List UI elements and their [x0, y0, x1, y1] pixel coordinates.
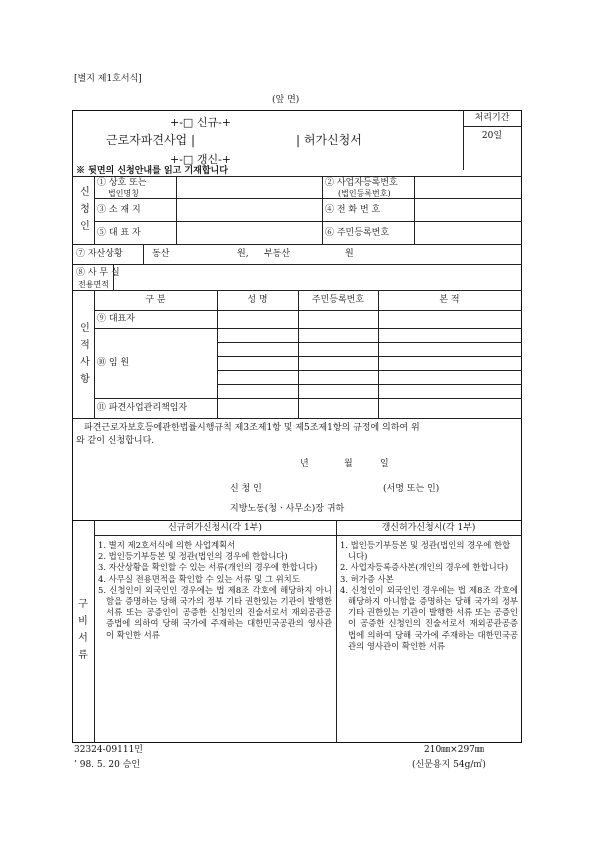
col-header-division: 구 분 [145, 295, 166, 305]
footer-code: 32324-09111민 [74, 745, 143, 755]
row-line [217, 342, 522, 343]
personnel-char: 적 [80, 340, 90, 351]
field-phone-label: ④ 전 화 번 호 [325, 205, 381, 215]
docs-new-header: 신규허가신청시(각 1부) [168, 523, 262, 533]
processing-box-divider [463, 126, 521, 127]
col-header-domicile: 본 적 [439, 295, 460, 305]
docs-renew-item: 1. 법인등기부등본 및 정관(법인의 경우에 한합니다) [340, 540, 511, 562]
row-dispatch-manager: ⑪ 파견사업관리책임자 [97, 403, 188, 413]
notice-text: ※ 뒷면의 신청안내를 읽고 기재합니다 [76, 166, 228, 176]
docs-renew-header: 갱신허가신청시(각 1부) [381, 523, 476, 533]
footer-paper: (신문용지 54g/㎡) [412, 760, 486, 770]
applicant-label [78, 184, 92, 235]
personnel-label [78, 320, 92, 388]
docs-char: 류 [78, 650, 88, 661]
personnel-char: 항 [80, 374, 90, 385]
docs-new-item: 1. 별지 제2호서식에 의한 사업계획서 [98, 540, 236, 550]
statement-line-1: 파견근로자보호등에관한법률시행규칙 제3조제1항 및 제5조제1항의 규정에 의하여 위 [84, 423, 420, 433]
col-line [94, 176, 95, 244]
processing-period-label: 처리기간 [474, 113, 510, 123]
date-year: 년 [300, 459, 309, 469]
title-new-option: +-□ 신규-+ [170, 116, 232, 129]
col-line [143, 244, 144, 264]
docs-char: 서 [78, 633, 88, 644]
row-ceo: ⑨ 대표자 [97, 314, 135, 324]
statement-line-2: 와 같이 신청합니다. [76, 436, 155, 446]
docs-new-item: 3. 자산상황을 확인할 수 있는 서류(개인의 경우에 한합니다) [98, 562, 318, 573]
row-line [94, 535, 522, 536]
field-ceo-label: ⑤ 대 표 자 [97, 228, 141, 238]
row-officers: ⑩ 임 원 [97, 358, 130, 368]
docs-char: 구 [78, 599, 88, 610]
frame-right [521, 110, 522, 742]
footer-approved: ’ 98. 5. 20 승인 [74, 760, 141, 770]
col-line [176, 176, 177, 244]
applicant-sign-label: 신 청 인 [230, 484, 262, 494]
docs-char: 비 [78, 616, 88, 627]
assets-won-2: 원 [345, 249, 354, 259]
frame-bottom [72, 742, 522, 743]
col-header-rrn: 주민등록번호 [311, 295, 365, 305]
docs-renew-list [340, 540, 518, 652]
applicant-sign-field: (서명 또는 인) [383, 484, 440, 494]
field-company-name-label: ① 상호 또는 [97, 178, 147, 188]
field-address-label: ③ 소 재 지 [97, 205, 141, 215]
assets-label: ⑦ 자산상황 [76, 249, 123, 259]
docs-renew-item: 4. 신청인이 외국인인 경우에는 법 제8조 각호에 해당하지 아니함을 증명하는 당해 국가의 정부 기타 권한있는 기관이 발행한 서류 또는 공증인이 공증한 신청인의 진술서로서 재외공관공증법에 의하여 당해 국가에 주재하는 대한민국공관의 영사관이 확인한 서류 [340, 584, 518, 651]
docs-top-line [72, 520, 522, 521]
field-biz-reg-sub: (법인등록번호) [338, 189, 391, 198]
col-line [322, 176, 323, 244]
col-header-name: 성 명 [247, 295, 268, 305]
docs-renew-item: 3. 허가증 사본 [340, 573, 394, 584]
docs-renew-item: 2. 사업자등록증사본(개인의 경우에 한합니다) [340, 562, 509, 573]
row-line [94, 328, 522, 329]
form-id: [별지 제1호서식] [74, 74, 142, 84]
recipient: 지방노동(청ㆍ사무소)장 귀하 [230, 504, 345, 514]
row-line [94, 310, 522, 311]
date-month: 월 [344, 459, 353, 469]
row-line [217, 384, 522, 385]
col-line [94, 520, 95, 742]
row-line [94, 198, 522, 199]
front-side-label: (앞 면) [272, 95, 300, 105]
field-biz-reg-label: ② 사업자등록번호 [325, 178, 398, 188]
applicant-char: 인 [80, 221, 90, 232]
footer-size: 210㎜×297㎜ [424, 745, 484, 755]
applicant-char: 신 [80, 187, 90, 198]
row-line [217, 356, 522, 357]
office-sub: 전용면적 [78, 280, 109, 289]
row-line [94, 221, 522, 222]
docs-new-item: 4. 사무실 전용면적을 확인할 수 있는 서류 및 그 위치도 [98, 573, 300, 584]
row-line [72, 290, 522, 291]
docs-new-item: 2. 법인등기부등본 및 정관(법인의 경우에 한합니다) [98, 551, 288, 562]
personnel-char: 사 [80, 357, 90, 368]
assets-movable: 동산 [152, 249, 170, 259]
field-company-name-sub: 법인명칭 [108, 189, 139, 198]
office-label: ⑧ 사 무 실 [76, 268, 120, 278]
col-line [336, 520, 337, 742]
docs-new-item: 5. 신청인이 외국인인 경우에는 법 제8조 각호에 해당하지 아니함을 증명하는 당해 국가의 정부 기타 권한있는 기관이 발행한 서류 또는 공증인이 공증한 신청인의 진술서로서 재외공관공증법에 의하여 당해 국가에 주재하는 대한민국공관의 영사관이 확인한 서류 [98, 584, 332, 640]
assets-immovable: 부동산 [264, 249, 291, 259]
title-main-left: 근로자파견사업 | [106, 133, 196, 147]
personnel-char: 인 [80, 323, 90, 334]
frame-left [72, 110, 73, 742]
col-line [414, 176, 415, 244]
row-line [217, 370, 522, 371]
date-day: 일 [380, 459, 389, 469]
row-line [72, 264, 522, 265]
processing-period-value: 20일 [481, 131, 503, 141]
docs-label [76, 596, 90, 664]
applicant-char: 청 [80, 204, 90, 215]
row-line [72, 244, 522, 245]
title-main-right: | 허가신청서 [296, 133, 362, 147]
field-rrn-label: ⑥ 주민등록번호 [325, 228, 390, 238]
row-line [72, 176, 522, 177]
row-line [94, 398, 522, 399]
docs-new-list [98, 540, 332, 641]
frame-top [72, 110, 522, 111]
assets-won-1: 원, [237, 249, 249, 259]
row-line [72, 418, 522, 419]
title-renew-option: +-□ 갱신-+ [170, 153, 232, 166]
